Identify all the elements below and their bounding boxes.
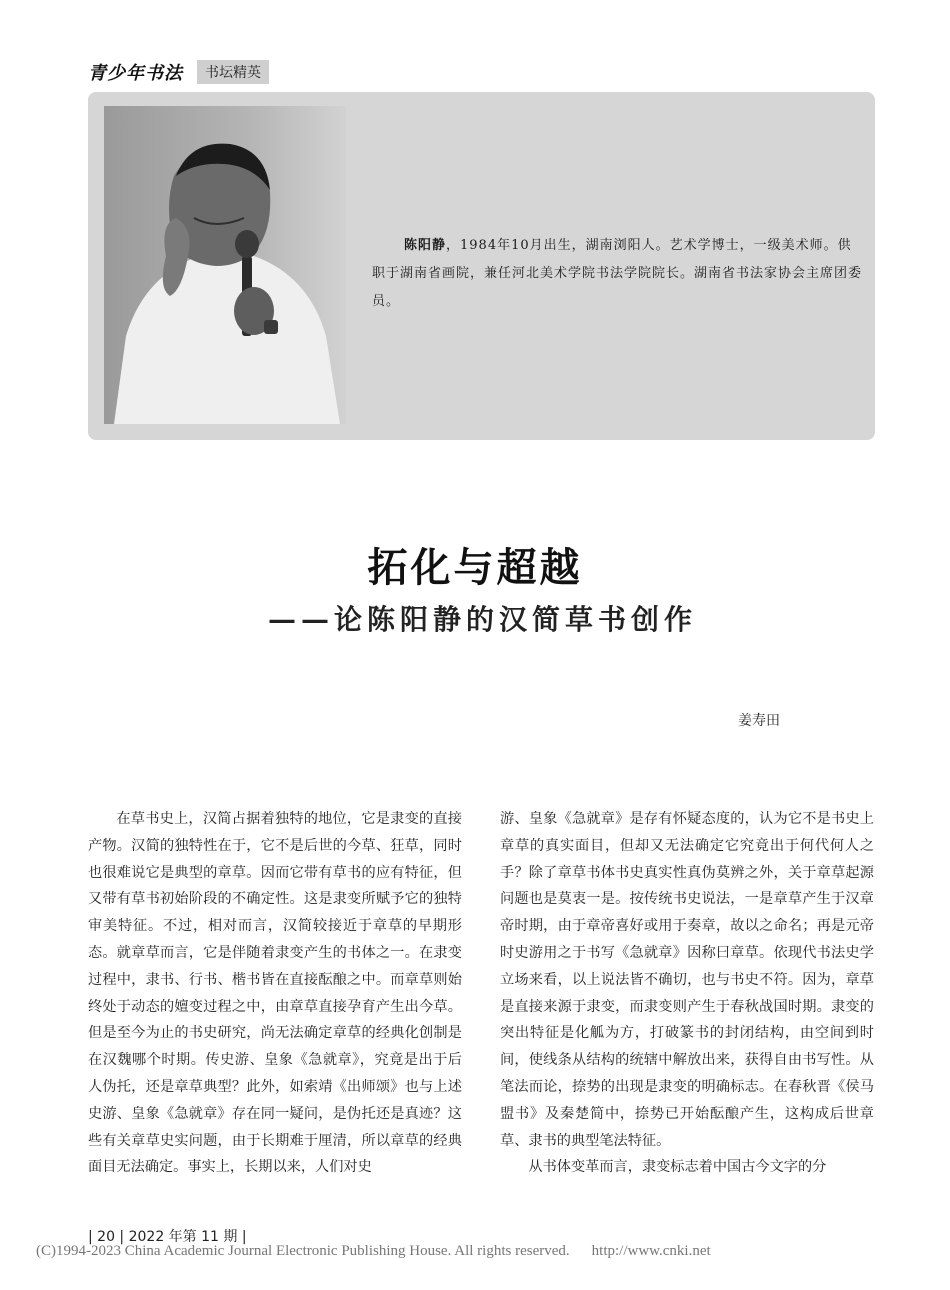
paragraph: 在草书史上，汉简占据着独特的地位，它是隶变的直接产物。汉简的独特性在于，它不是后世的今草、狂草，同时也很难说它是典型的章草。因而它带有草书的应有特征，但又带有草书初始阶段的不确定性。这是隶变所赋予它的独特审美特征。不过，相对而言，汉简较接近于章草的早期形态。就章草而言，它是伴随着隶变产生的书体之一。在隶变过程中，隶书、行书、楷书皆在直接酝酿之中。而章草则始终处于动态的嬗变过程之中，由章草直接孕育产生出今草。但是至今为止的书史研究，尚无法确定章草的经典化创制是在汉魏哪个时期。传史游、皇象《急就章》，究竟是出于后人伪托，还是章草典型？此外，如索靖《出师颂》也与上述史游、皇象《急就章》存在同一疑问，是伪托还是真迹？这些有关章草史实问题，由于长期难于厘清，所以章草的经典面目无法确定。事实上，长期以来，人们对史 [88, 811, 462, 1176]
paragraph: 游、皇象《急就章》是存有怀疑态度的，认为它不是书史上章草的真实面目，但却又无法确定它究竟出于何代何人之手？除了章草书体书史真实性真伪莫辨之外，关于章草起源问题也是莫衷一是。按传统书史说法，一是章草产生于汉章帝时期，由于章帝喜好或用于奏章，故以之命名；再是元帝时史游用之于书写《急就章》因称曰章草。依现代书法史学立场来看，以上说法皆不确切，也与书史不符。因为，章草是直接来源于隶变，而隶变则产生于春秋战国时期。隶变的突出特征是化觚为方，打破篆书的封闭结构，由空间到时间，使线条从结构的统辖中解放出来，获得自由书写性。从笔法而论，捺势的出现是隶变的明确标志。在春秋晋《侯马盟书》及秦楚简中，捺势已开始酝酿产生，这构成后世章草、隶书的典型笔法特征。 [500, 811, 874, 1149]
article-title: 拓化与超越 [367, 544, 583, 591]
page-footer: | 20 | 2022 年第 11 期 | [88, 1229, 247, 1245]
bio-description: ，1984年10月出生，湖南浏阳人。艺术学博士，一级美术师。供职于湖南省画院，兼任河北美术学院书法学院院长。湖南省书法家协会主席团委员。 [372, 238, 863, 309]
page-header [88, 60, 269, 84]
body-column-left [88, 806, 462, 1181]
article-subtitle: ——论陈阳静的汉简草书创作 [268, 603, 698, 636]
copyright-notice: (C)1994-2023 China Academic Journal Electronic Publishing House. All rights reserved. [36, 1243, 570, 1259]
portrait-photo [104, 106, 346, 424]
paragraph: 从书体变革而言，隶变标志着中国古今文字的分 [528, 1159, 827, 1176]
copyright-line [36, 1243, 711, 1260]
source-url: http://www.cnki.net [591, 1243, 711, 1259]
section-tag: 书坛精英 [197, 60, 269, 84]
bio-name: 陈阳静 [404, 238, 447, 253]
body-column-right [500, 806, 874, 1181]
magazine-logo: 青少年书法 [88, 63, 183, 84]
article-author: 姜寿田 [738, 713, 780, 729]
bio-text [372, 232, 862, 316]
author-bio-panel [88, 92, 875, 440]
